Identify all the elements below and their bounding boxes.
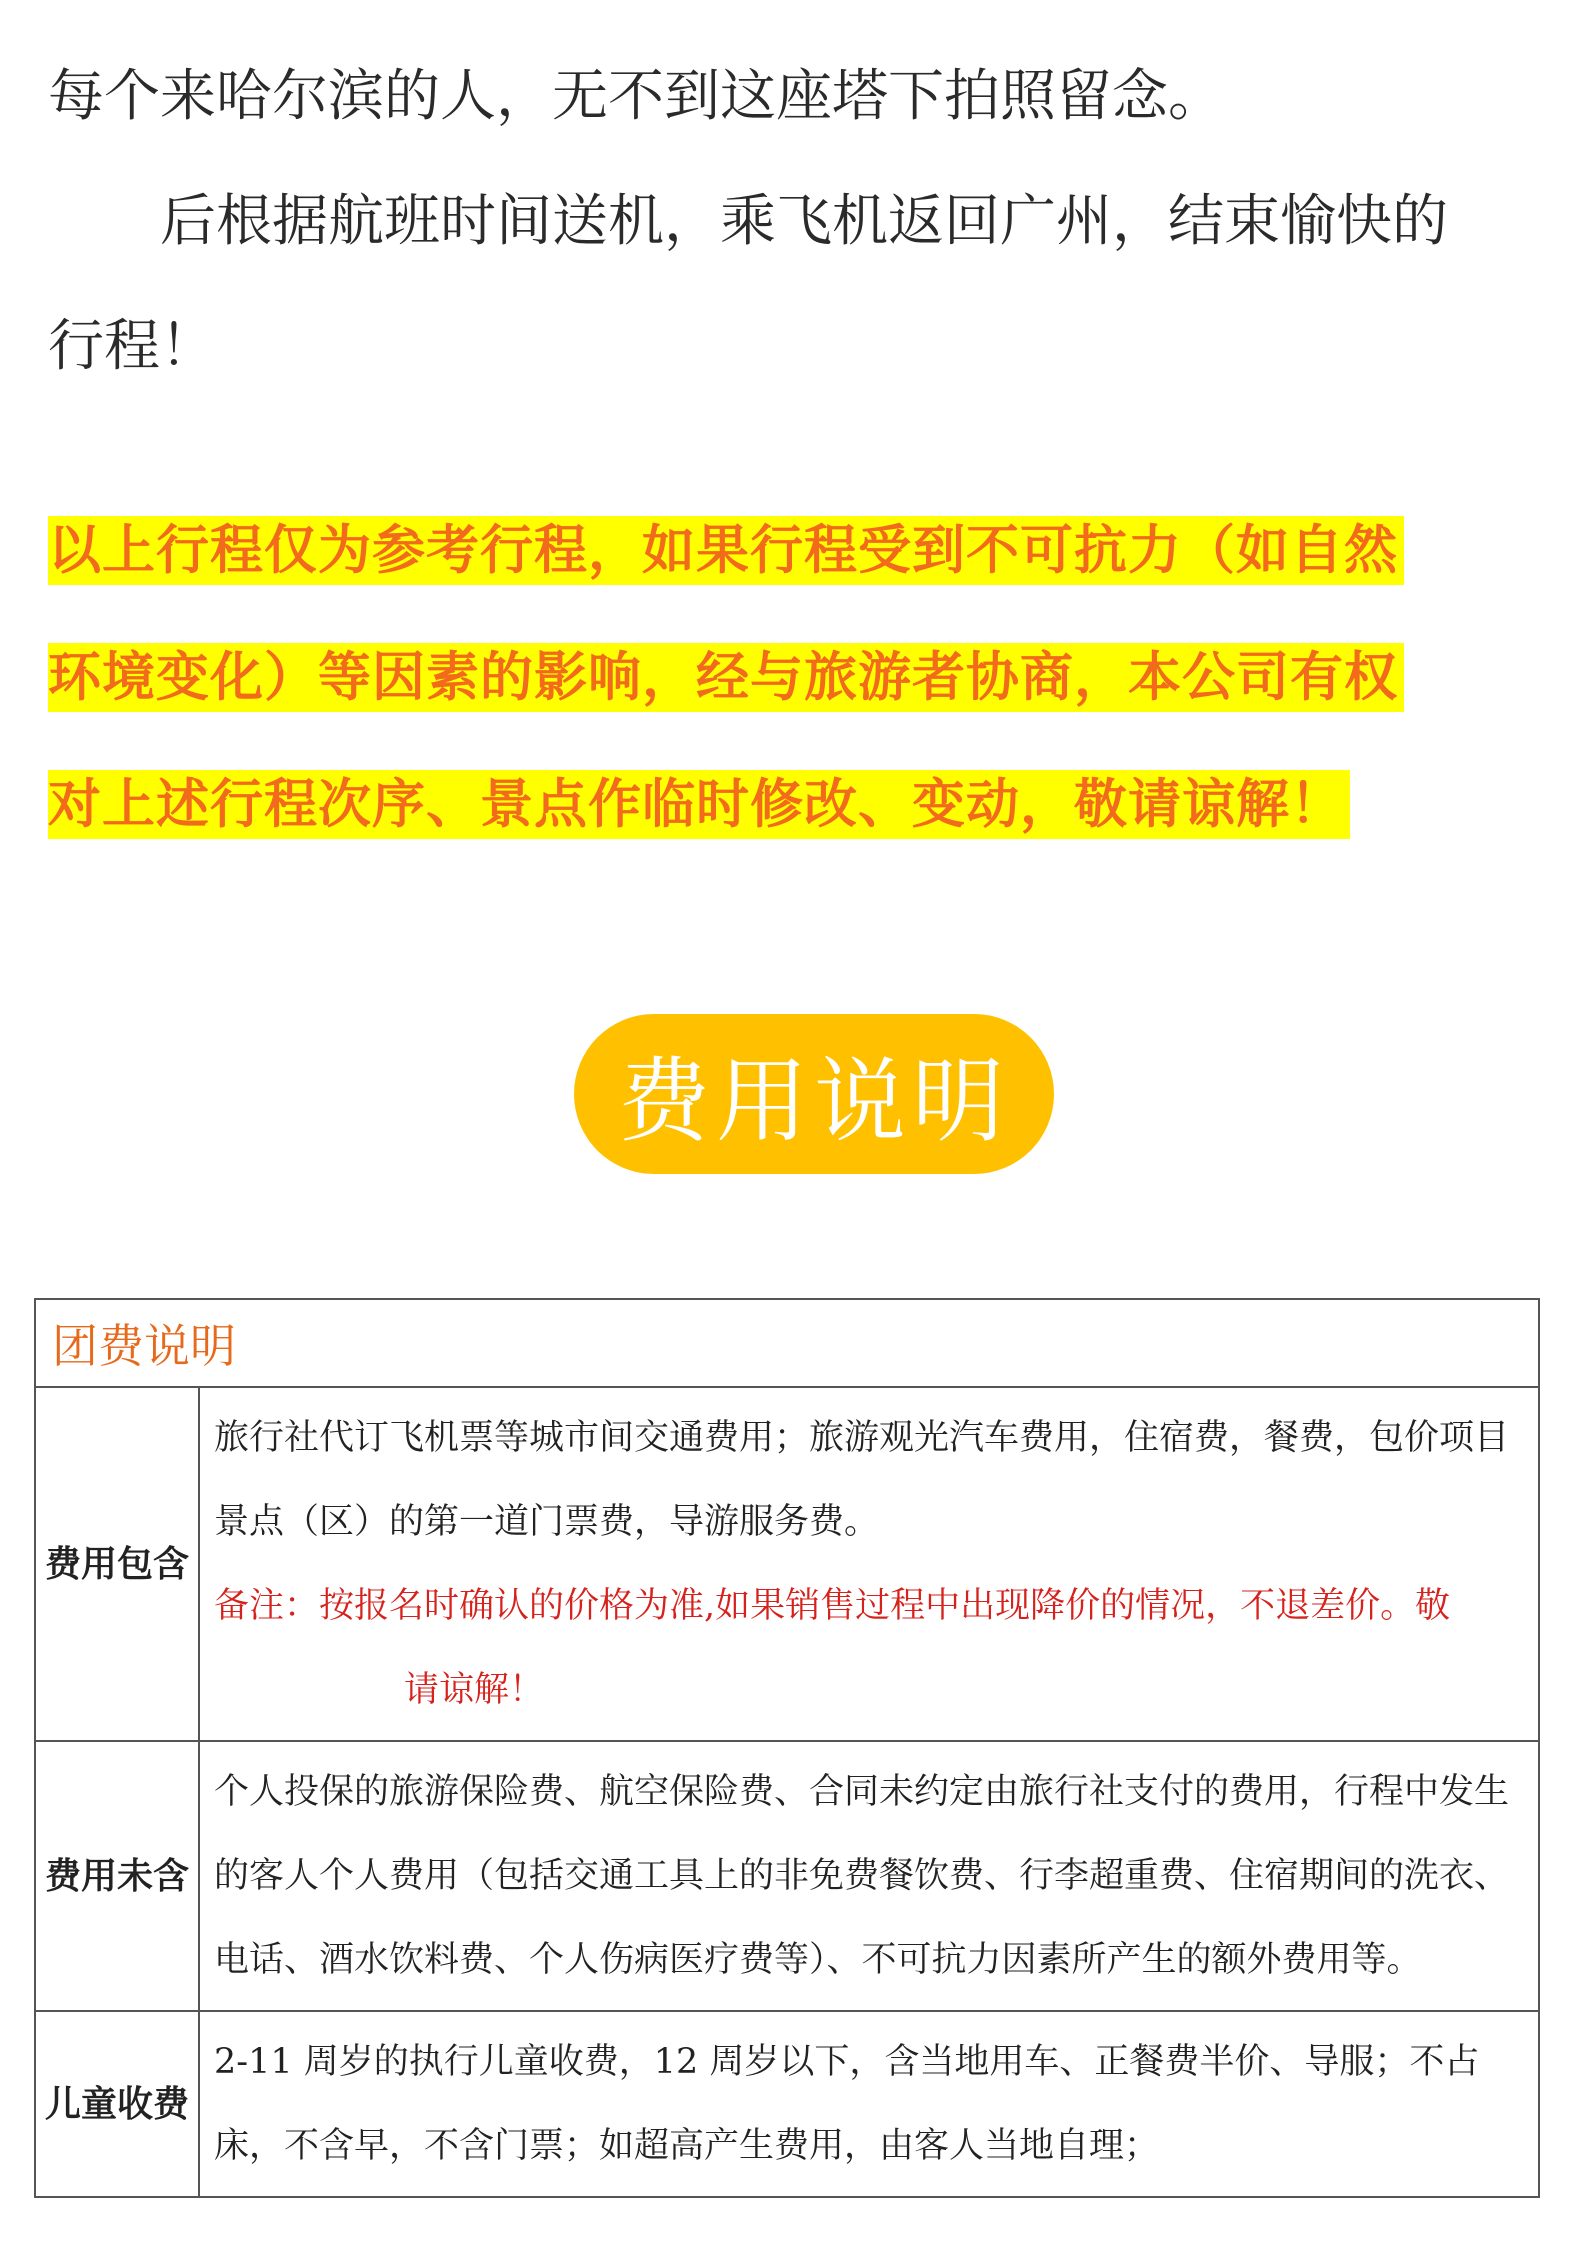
included-text: 旅行社代订飞机票等城市间交通费用；旅游观光汽车费用，住宿费，餐费，包价项目景点（区）的第一道门票费，导游服务费。 <box>214 1418 1510 1542</box>
fee-table <box>34 1298 1540 2198</box>
row-content-excluded: 个人投保的旅游保险费、航空保险费、合同未约定由旅行社支付的费用，行程中发生的客人个人费用（包括交通工具上的非免费餐饮费、行李超重费、住宿期间的洗衣、电话、酒水饮料费、个人伤病医疗费等）、不可抗力因素所产生的额外费用等。 <box>199 1741 1539 2011</box>
fee-section-badge: 费用说明 <box>574 1014 1054 1174</box>
price-note-tail: 请谅解！ <box>404 1670 545 1710</box>
notice-line-3: 对上述行程次序、景点作临时修改、变动，敬请谅解！ <box>48 770 1350 839</box>
row-content-children: 2-11 周岁的执行儿童收费，12 周岁以下，含当地用车、正餐费半价、导服；不占床，不含早，不含门票；如超高产生费用，由客人当地自理； <box>199 2011 1539 2197</box>
fee-table-title: 团费说明 <box>35 1299 1539 1387</box>
intro-line-1: 每个来哈尔滨的人，无不到这座塔下拍照留念。 <box>48 64 1224 129</box>
price-note: 备注：按报名时确认的价格为准,如果销售过程中出现降价的情况，不退差价。敬 <box>214 1586 1451 1626</box>
row-label-excluded: 费用未含 <box>35 1741 199 2011</box>
intro-paragraph <box>48 34 1548 409</box>
table-row <box>35 2011 1539 2197</box>
row-label-included: 费用包含 <box>35 1387 199 1741</box>
table-row <box>35 1741 1539 2011</box>
itinerary-notice <box>48 493 1404 874</box>
row-content-included <box>199 1387 1539 1741</box>
row-label-children: 儿童收费 <box>35 2011 199 2197</box>
intro-line-3: 行程！ <box>48 314 216 379</box>
table-row <box>35 1387 1539 1741</box>
notice-line-1: 以上行程仅为参考行程，如果行程受到不可抗力（如自然 <box>48 516 1404 585</box>
notice-line-2: 环境变化）等因素的影响，经与旅游者协商，本公司有权 <box>48 643 1404 712</box>
intro-line-2: 后根据航班时间送机，乘飞机返回广州，结束愉快的 <box>160 189 1448 254</box>
